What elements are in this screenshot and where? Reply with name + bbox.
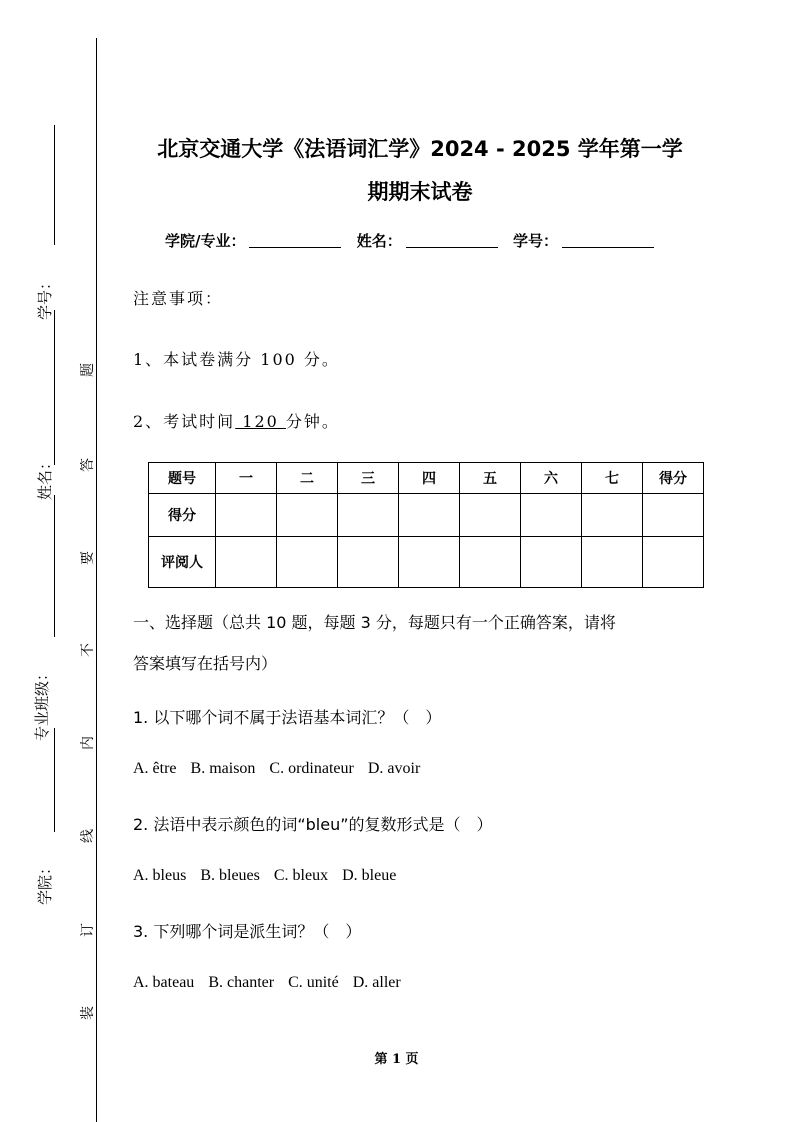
note-item: 1、本试卷满分 100 分。 <box>133 350 340 369</box>
note-text: 2、考试时间 <box>133 412 236 431</box>
option: D. aller <box>352 974 401 991</box>
note-item <box>133 409 340 432</box>
header-cell: 二 <box>277 463 338 494</box>
option: D. avoir <box>367 760 421 777</box>
header-cell: 一 <box>216 463 277 494</box>
grader-cell[interactable] <box>521 537 582 588</box>
class-line <box>54 728 55 832</box>
score-cell[interactable] <box>338 494 399 537</box>
header-cell: 五 <box>460 463 521 494</box>
name-label: 姓名： <box>36 454 55 501</box>
student-id-line <box>54 310 55 465</box>
grader-cell[interactable] <box>582 537 643 588</box>
exam-title-cont: 期期末试卷 <box>367 180 473 204</box>
score-cell[interactable] <box>399 494 460 537</box>
header-cell: 三 <box>338 463 399 494</box>
option: C. unité <box>288 974 339 991</box>
option: B. chanter <box>208 974 275 991</box>
header-cell: 六 <box>521 463 582 494</box>
question-options <box>133 867 410 885</box>
row-label: 评阅人 <box>149 537 216 588</box>
header-cell: 四 <box>399 463 460 494</box>
score-cell[interactable] <box>216 494 277 537</box>
option: A. bateau <box>133 974 195 991</box>
table-row <box>149 537 704 588</box>
name-blank[interactable] <box>406 247 498 248</box>
option: D. bleue <box>342 867 397 884</box>
grader-cell[interactable] <box>399 537 460 588</box>
exam-time-value: 120 <box>235 412 286 431</box>
grader-cell[interactable] <box>643 537 704 588</box>
class-label: 专业班级： <box>33 665 52 742</box>
notes-heading: 注意事项： <box>133 289 224 308</box>
seal-char: 装 <box>80 1006 96 1020</box>
seal-char: 题 <box>80 363 96 377</box>
grader-cell[interactable] <box>460 537 521 588</box>
student-id-label: 学号： <box>36 274 55 321</box>
section-heading-cont: 答案填写在括号内） <box>133 654 278 673</box>
student-info-row <box>165 230 664 251</box>
college-major-label: 学院/专业： <box>165 232 246 250</box>
college-label: 学院： <box>36 859 55 906</box>
student-id-line <box>54 125 55 245</box>
option: B. maison <box>190 760 256 777</box>
id-blank[interactable] <box>562 247 654 248</box>
header-cell: 题号 <box>149 463 216 494</box>
score-cell[interactable] <box>582 494 643 537</box>
table-row <box>149 494 704 537</box>
score-cell[interactable] <box>643 494 704 537</box>
id-label: 学号： <box>512 232 558 250</box>
score-cell[interactable] <box>521 494 582 537</box>
seal-char: 答 <box>80 458 96 472</box>
note-suffix: 分钟。 <box>285 412 340 431</box>
score-table-header <box>149 463 704 494</box>
header-cell: 七 <box>582 463 643 494</box>
exam-title: 北京交通大学《法语词汇学》2024 - 2025 学年第一学 <box>157 137 683 161</box>
question-options <box>133 974 415 992</box>
seal-char: 内 <box>80 736 96 750</box>
binding-rule <box>96 38 97 1122</box>
grader-cell[interactable] <box>277 537 338 588</box>
grader-cell[interactable] <box>338 537 399 588</box>
option: B. bleues <box>200 867 260 884</box>
option: A. être <box>133 760 177 777</box>
grader-cell[interactable] <box>216 537 277 588</box>
seal-char: 线 <box>80 829 96 843</box>
name-label: 姓名： <box>356 232 402 250</box>
question: 1. 以下哪个词不属于法语基本词汇？（ ） <box>133 708 442 727</box>
name-line <box>54 495 55 637</box>
seal-char: 订 <box>80 923 96 937</box>
header-cell: 得分 <box>643 463 704 494</box>
option: C. bleux <box>273 867 329 884</box>
section-heading: 一、选择题（总共 10 题，每题 3 分，每题只有一个正确答案，请将 <box>133 613 616 632</box>
score-table <box>148 462 704 588</box>
row-label: 得分 <box>149 494 216 537</box>
page-number: 第 1 页 <box>374 1052 419 1067</box>
option: A. bleus <box>133 867 187 884</box>
score-cell[interactable] <box>277 494 338 537</box>
option: C. ordinateur <box>269 760 354 777</box>
question: 3. 下列哪个词是派生词？（ ） <box>133 922 362 941</box>
college-major-blank[interactable] <box>249 247 341 248</box>
seal-char: 不 <box>80 643 96 657</box>
score-cell[interactable] <box>460 494 521 537</box>
seal-char: 要 <box>80 551 96 565</box>
question-options <box>133 760 434 778</box>
question: 2. 法语中表示颜色的词“bleu”的复数形式是（ ） <box>133 815 493 834</box>
